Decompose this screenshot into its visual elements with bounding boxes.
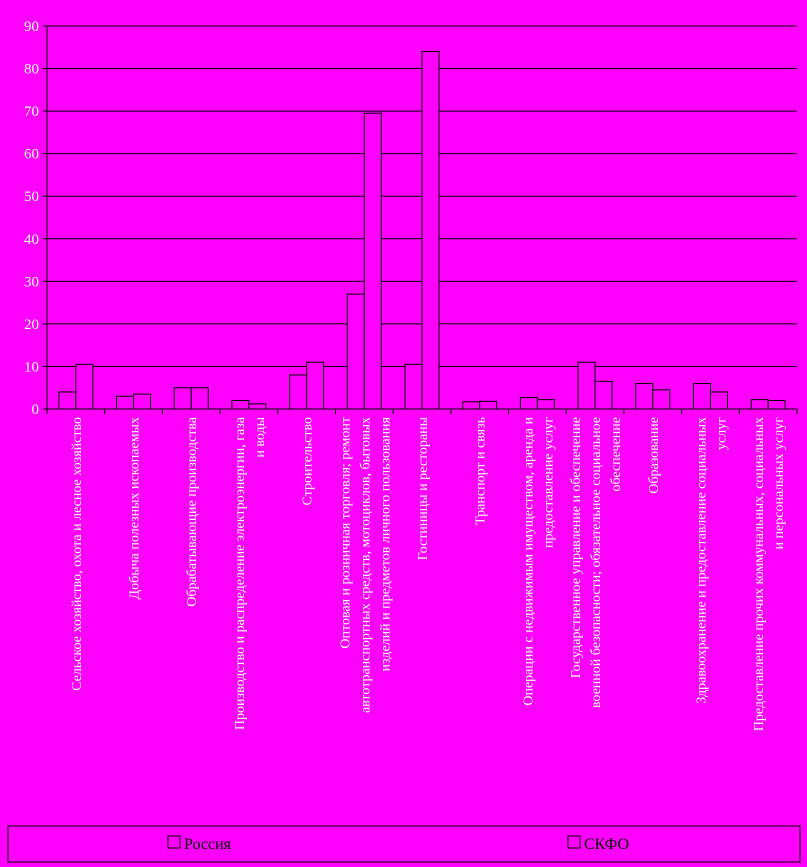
y-axis-ticks	[24, 19, 47, 418]
bar-skfo-8	[480, 401, 497, 409]
category-label-3: Обрабатывающие производства	[185, 417, 201, 607]
bar-skfo-11	[653, 390, 670, 409]
bar-skfo-2	[134, 394, 151, 409]
category-label-6: Оптовая и розничная торговля; ремонт автотранспортных средств, мотоциклов, бытовых изделий и предметов личного пользования	[338, 417, 394, 714]
bar-russia-1	[59, 392, 76, 409]
y-tick-label: 90	[24, 19, 39, 35]
y-tick-label: 10	[24, 359, 39, 376]
category-label-8: Транспорт и связь	[473, 417, 489, 525]
category-label-7: Гостиницы и рестораны	[416, 417, 431, 561]
y-tick-label: 30	[24, 274, 39, 291]
bars	[59, 52, 785, 409]
y-tick-label: 50	[24, 189, 39, 206]
bar-russia-11	[636, 383, 653, 409]
category-label-11: Образование	[646, 417, 662, 494]
category-label-2: Добыча полезных ископаемых	[127, 417, 143, 600]
category-label-9: Операции с недвижимым имуществом, аренда и предоставление услуг	[521, 417, 557, 706]
legend	[8, 826, 800, 862]
bar-russia-7	[405, 364, 422, 409]
y-tick-label: 20	[24, 316, 39, 333]
y-tick-label: 40	[24, 231, 39, 248]
bar-skfo-6	[364, 113, 381, 409]
y-tick-label: 0	[31, 402, 39, 418]
bar-russia-12	[693, 383, 710, 409]
category-label-4: Производство и распределение электроэнергии, газа и воды	[232, 417, 268, 731]
bar-russia-4	[232, 400, 249, 409]
category-label-10: Государственное управление и обеспечение военной безопасности; обязательное социальное обеспечение	[569, 417, 625, 709]
legend-box	[8, 826, 800, 862]
legend-swatch-1	[168, 836, 180, 848]
y-tick-label: 60	[24, 146, 39, 163]
legend-label-2: СКФО	[584, 836, 630, 853]
bar-skfo-13	[768, 400, 785, 409]
y-tick-label: 70	[24, 104, 39, 121]
x-axis-labels	[70, 416, 787, 731]
category-label-12: Здравоохранение и предоставление социальных услуг	[694, 417, 730, 704]
bar-russia-10	[578, 362, 595, 409]
bar-skfo-9	[537, 400, 554, 409]
legend-label-1: Россия	[184, 836, 232, 853]
bar-russia-2	[117, 396, 134, 409]
category-label-5: Строительство	[300, 417, 316, 506]
bar-russia-13	[751, 400, 768, 409]
bar-skfo-5	[307, 362, 324, 409]
bar-skfo-12	[710, 392, 727, 409]
bar-skfo-3	[191, 388, 208, 409]
bar-skfo-10	[595, 381, 612, 409]
legend-swatch-2	[568, 836, 580, 848]
bar-skfo-7	[422, 52, 439, 409]
bar-skfo-1	[76, 364, 93, 409]
category-label-13: Предоставление прочих коммунальных, социальных и персональных услуг	[752, 417, 788, 732]
bar-skfo-4	[249, 404, 266, 409]
bar-russia-5	[290, 375, 307, 409]
bar-russia-9	[520, 398, 537, 409]
bar-russia-8	[463, 402, 480, 409]
category-label-1: Сельское хозяйство, охота и лесное хозяйство	[69, 417, 85, 691]
bar-russia-6	[347, 294, 364, 409]
y-tick-label: 80	[24, 61, 39, 78]
bar-russia-3	[174, 388, 191, 409]
